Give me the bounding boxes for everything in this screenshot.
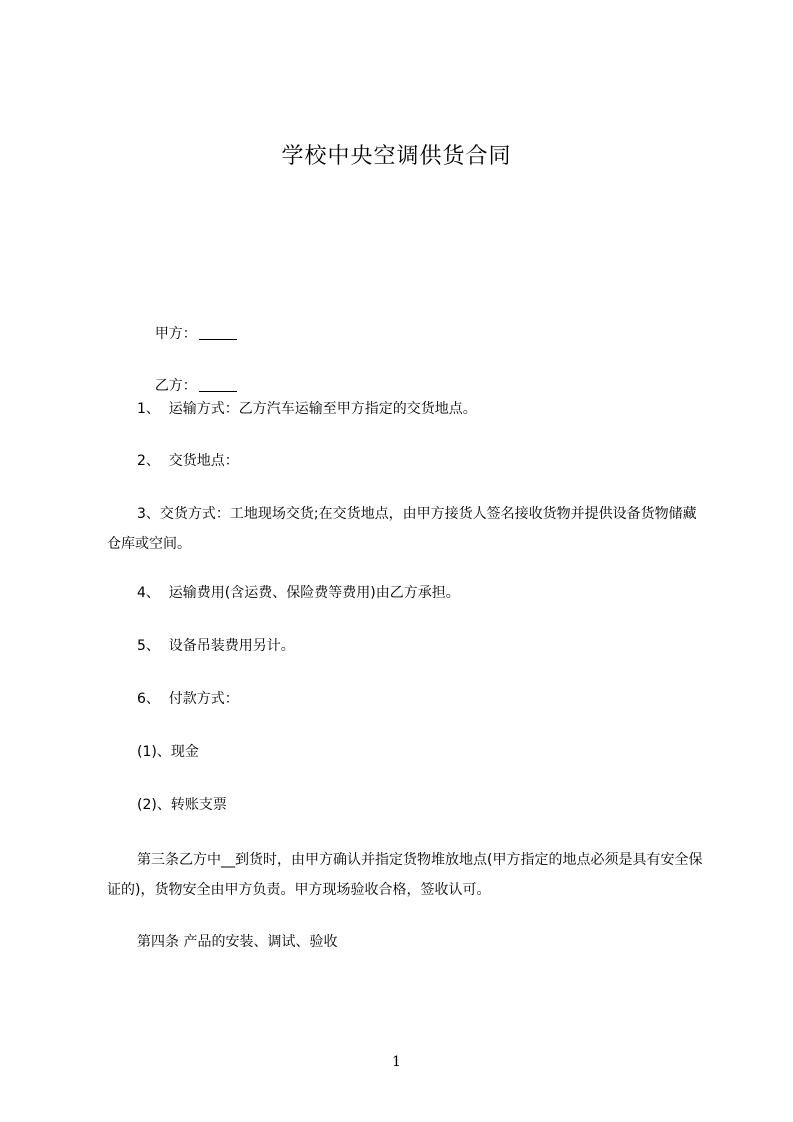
party-a-label: 甲方： [154, 326, 197, 342]
payment-option-check: (2)、转账支票 [137, 797, 227, 813]
payment-option-cash: (1)、现金 [137, 744, 199, 760]
item-payment-method: 6、 付款方式： [137, 691, 239, 707]
item-transport-method: 1、 运输方式：乙方汽车运输至甲方指定的交货地点。 [137, 401, 477, 417]
party-b-blank [199, 377, 237, 392]
item-hoisting-cost: 5、 设备吊装费用另计。 [137, 638, 295, 654]
article-three: 第三条乙方中__到货时，由甲方确认并指定货物堆放地点(甲方指定的地点必须是具有安全保证的)，货物安全由甲方负责。甲方现场验收合格，签收认可。 [107, 852, 703, 898]
document-title: 学校中央空调供货合同 [281, 144, 512, 169]
item-delivery-location: 2、 交货地点： [137, 453, 239, 469]
article-four-heading: 第四条 产品的安装、调试、验收 [137, 934, 338, 950]
party-b-label: 乙方： [154, 378, 197, 394]
item-transport-cost: 4、 运输费用(含运费、保险费等费用)由乙方承担。 [137, 585, 460, 601]
page-number: 1 [392, 1054, 401, 1070]
party-a-blank [199, 325, 237, 340]
item-delivery-method: 3、交货方式：工地现场交货;在交货地点，由甲方接货人签名接收货物并提供设备货物储藏仓库或空间。 [107, 506, 697, 552]
